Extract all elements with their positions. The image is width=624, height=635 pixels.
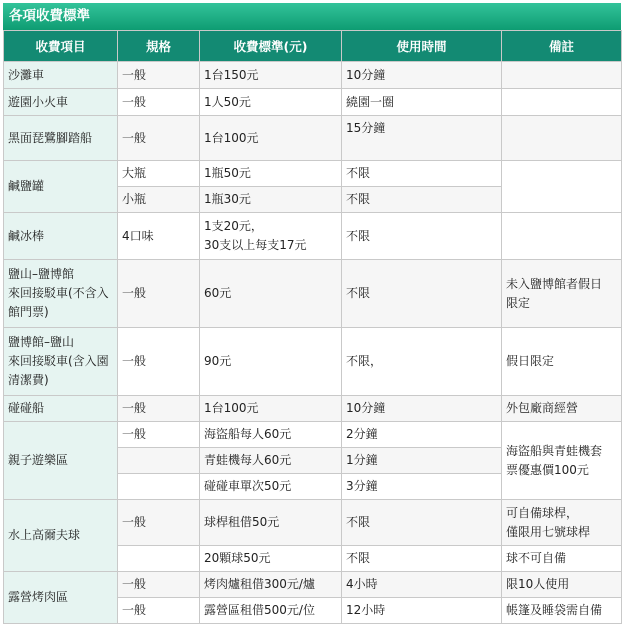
note-cell: 帳篷及睡袋需自備 (502, 598, 622, 624)
time-cell: 不限 (342, 161, 502, 187)
time-cell: 15分鐘 (342, 116, 502, 161)
table-row (4, 328, 622, 396)
time-cell: 不限 (342, 260, 502, 328)
fee-cell: 1瓶50元 (200, 161, 342, 187)
spec-cell (118, 448, 200, 474)
fee-cell: 1台150元 (200, 62, 342, 89)
item-cell: 露營烤肉區 (4, 572, 118, 624)
fee-cell: 1台100元 (200, 396, 342, 422)
item-cell: 黑面琵鷺腳踏船 (4, 116, 118, 161)
table-row (4, 161, 622, 187)
spec-cell: 小瓶 (118, 187, 200, 213)
spec-cell: 一般 (118, 500, 200, 546)
fee-cell: 90元 (200, 328, 342, 396)
header-fee: 收費標準(元) (200, 31, 342, 62)
note-line: 可自備球桿， (506, 505, 579, 520)
spec-cell: 一般 (118, 396, 200, 422)
spec-cell: 一般 (118, 62, 200, 89)
spec-cell: 一般 (118, 116, 200, 161)
item-cell: 親子遊樂區 (4, 422, 118, 500)
note-cell: 球不可自備 (502, 546, 622, 572)
fee-line: 30支以上每支17元 (204, 238, 307, 252)
spec-cell: 一般 (118, 260, 200, 328)
header-time: 使用時間 (342, 31, 502, 62)
time-cell: 4小時 (342, 572, 502, 598)
spec-cell: 一般 (118, 422, 200, 448)
spec-cell: 一般 (118, 89, 200, 116)
fee-cell: 烤肉爐租借300元/爐 (200, 572, 342, 598)
fee-cell: 60元 (200, 260, 342, 328)
item-cell (4, 260, 118, 328)
table-row (4, 422, 622, 448)
table-row (4, 396, 622, 422)
item-line: 鹽山–鹽博館 (8, 267, 75, 281)
panel-title: 各項收費標準 (3, 3, 621, 30)
item-line: 鹽博館–鹽山 (8, 335, 75, 349)
note-cell (502, 116, 622, 161)
header-row (4, 31, 622, 62)
time-cell: 不限 (342, 546, 502, 572)
note-cell (502, 213, 622, 260)
header-item: 收費項目 (4, 31, 118, 62)
spec-cell (118, 474, 200, 500)
time-cell: 不限， (342, 328, 502, 396)
time-cell: 不限 (342, 500, 502, 546)
spec-cell (118, 546, 200, 572)
note-cell: 限10人使用 (502, 572, 622, 598)
note-cell (502, 62, 622, 89)
note-cell (502, 260, 622, 328)
table-row (4, 213, 622, 260)
note-cell: 外包廠商經營 (502, 396, 622, 422)
time-cell: 10分鐘 (342, 62, 502, 89)
fee-table (3, 30, 622, 624)
item-line: 來回接駁車(含入園 (8, 354, 109, 368)
note-line: 限定 (506, 295, 531, 310)
header-note: 備註 (502, 31, 622, 62)
table-row (4, 260, 622, 328)
note-line: 票優惠價100元 (506, 462, 589, 477)
time-cell: 不限 (342, 187, 502, 213)
note-line: 海盜船與青蛙機套 (506, 443, 603, 458)
item-line: 來回接駁車(不含入 (8, 286, 109, 300)
note-cell (502, 422, 622, 500)
time-cell: 10分鐘 (342, 396, 502, 422)
spec-cell: 大瓶 (118, 161, 200, 187)
fee-cell: 海盜船每人60元 (200, 422, 342, 448)
item-cell: 遊園小火車 (4, 89, 118, 116)
time-cell: 不限 (342, 213, 502, 260)
table-row (4, 89, 622, 116)
fee-table-panel (3, 3, 621, 624)
spec-cell: 一般 (118, 572, 200, 598)
item-cell: 水上高爾夫球 (4, 500, 118, 572)
time-cell: 2分鐘 (342, 422, 502, 448)
fee-cell (200, 213, 342, 260)
time-cell: 1分鐘 (342, 448, 502, 474)
spec-cell: 一般 (118, 598, 200, 624)
item-cell (4, 328, 118, 396)
fee-cell: 碰碰車單次50元 (200, 474, 342, 500)
time-cell: 繞園一圈 (342, 89, 502, 116)
spec-cell: 4口味 (118, 213, 200, 260)
note-line: 僅限用七號球桿 (506, 524, 591, 539)
note-line: 未入鹽博館者假日 (506, 276, 603, 291)
table-row (4, 62, 622, 89)
table-row (4, 116, 622, 161)
item-line: 清潔費) (8, 373, 49, 387)
fee-cell: 1人50元 (200, 89, 342, 116)
item-cell: 鹹冰棒 (4, 213, 118, 260)
fee-cell: 球桿租借50元 (200, 500, 342, 546)
fee-cell: 青蛙機每人60元 (200, 448, 342, 474)
spec-cell: 一般 (118, 328, 200, 396)
item-line: 館門票) (8, 305, 49, 319)
time-cell: 3分鐘 (342, 474, 502, 500)
fee-cell: 露營區租借500元/位 (200, 598, 342, 624)
item-cell: 鹹鹽罐 (4, 161, 118, 213)
header-spec: 規格 (118, 31, 200, 62)
fee-cell: 20顆球50元 (200, 546, 342, 572)
table-row (4, 572, 622, 598)
fee-cell: 1台100元 (200, 116, 342, 161)
item-cell: 沙灘車 (4, 62, 118, 89)
time-cell: 12小時 (342, 598, 502, 624)
item-cell: 碰碰船 (4, 396, 118, 422)
table-row (4, 500, 622, 546)
note-cell: 假日限定 (502, 328, 622, 396)
fee-cell: 1瓶30元 (200, 187, 342, 213)
note-cell (502, 161, 622, 213)
note-cell (502, 89, 622, 116)
note-cell (502, 500, 622, 546)
fee-line: 1支20元， (204, 219, 263, 233)
